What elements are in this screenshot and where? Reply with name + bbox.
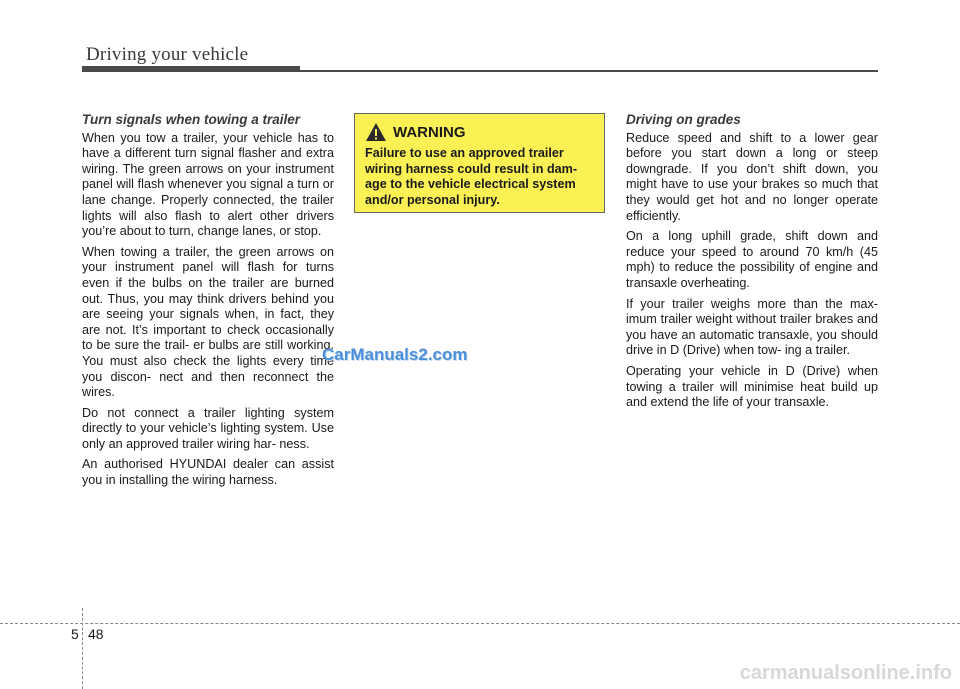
warning-triangle-icon <box>365 122 387 142</box>
page-title: Driving your vehicle <box>86 44 249 65</box>
warning-title: WARNING <box>393 123 466 141</box>
section-title-turn-signals: Turn signals when towing a trailer <box>82 112 301 127</box>
page-number: 48 <box>88 626 104 642</box>
warning-header <box>365 122 594 142</box>
warning-box <box>354 113 605 213</box>
chapter-number: 5 <box>71 626 79 642</box>
section-title-driving-on-grades: Driving on grades <box>626 112 741 127</box>
footer-rule <box>0 623 960 624</box>
site-watermark: carmanualsonline.info <box>739 662 952 684</box>
paragraph: Operating your vehicle in D (Drive) when towing a trailer will minimise heat build up and extend the life of your transaxle. <box>626 363 878 410</box>
paragraph: An authorised HYUNDAI dealer can assist you in installing the wiring harness. <box>82 457 334 488</box>
footer-divider <box>82 608 83 689</box>
paragraph: Do not connect a trailer lighting system directly to your vehicle’s lighting system. Use only an approved trailer wiring har- ness. <box>82 405 334 451</box>
watermark: CarManuals2.com <box>322 345 468 364</box>
paragraph: When you tow a trailer, your vehicle has to have a different turn signal flasher and extra wiring. The green arrows on your instrument panel will flash whenever you signal a turn or lane change. Properly connected, the trailer lights will also flash to alert other drivers you’re about to turn, change lanes, or stop. <box>82 130 334 239</box>
paragraph: If your trailer weighs more than the max- imum trailer weight without trailer brakes and you have an automatic transaxle, you should drive in D (Drive) when tow- ing a trailer. <box>626 296 878 358</box>
paragraph: When towing a trailer, the green arrows on your instrument panel will flash for turns even if the bulbs on the trailer are burned out. Thus, you may think drivers behind you are seeing your signals when, in fact, they are not. It’s important to check occasionally to be sure the trail- er bulbs are still working. You must also check the lights every time you discon- nect and then reconnect the wires. <box>82 244 334 400</box>
right-column <box>626 112 878 416</box>
header-rule <box>300 70 878 72</box>
paragraph: On a long uphill grade, shift down and reduce your speed to around 70 km/h (45 mph) to reduce the possibility of engine and transaxle overheating. <box>626 229 878 290</box>
header-bar <box>82 66 300 72</box>
left-column <box>82 112 334 494</box>
paragraph: Reduce speed and shift to a lower gear before you start down a long or steep downgrade. If you don’t shift down, you might have to use your brakes so much that they would get hot and no longer operate efficiently. <box>626 130 878 223</box>
warning-text: Failure to use an approved trailer wiring harness could result in dam- age to the vehicle electrical system and/or personal injury. <box>365 146 578 207</box>
